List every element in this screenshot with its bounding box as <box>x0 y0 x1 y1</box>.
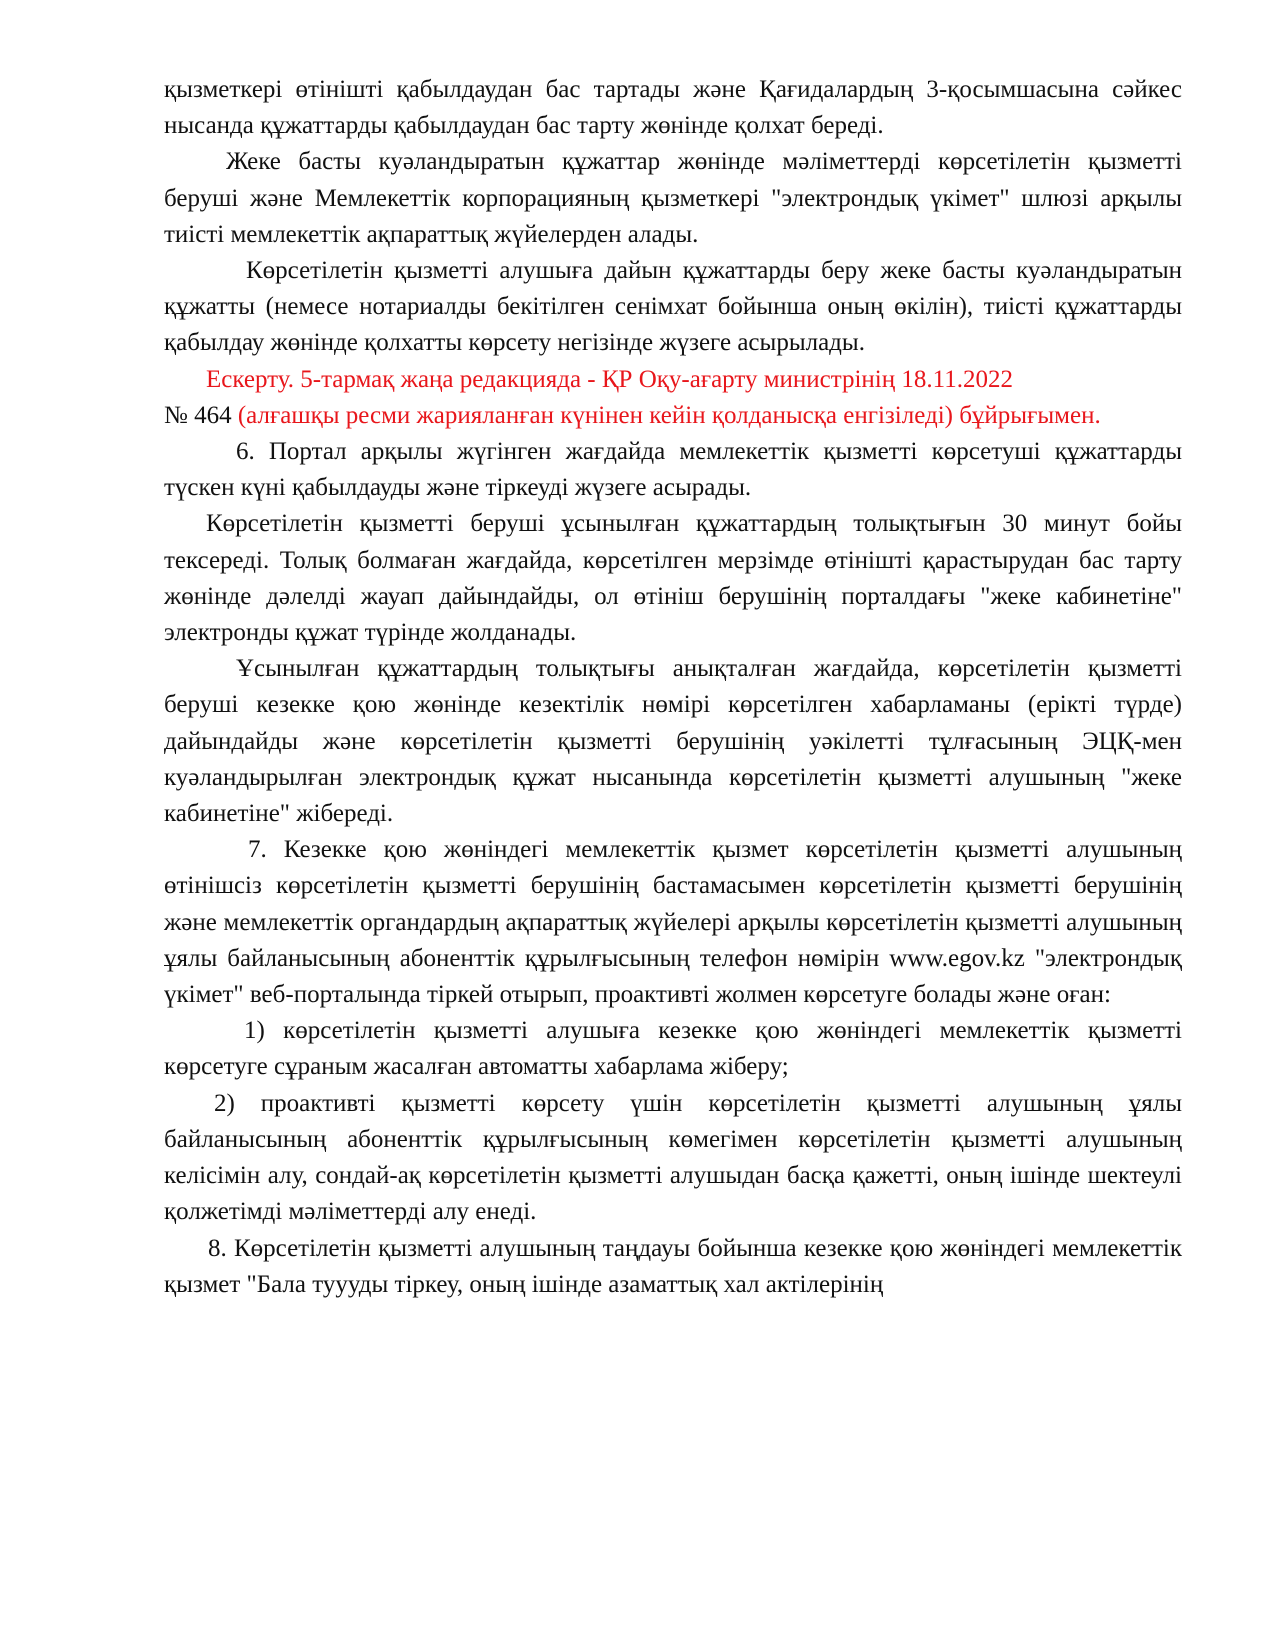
amendment-note <box>164 362 1182 434</box>
list-item-2: 2) проактивті қызметті көрсету үшін көрсетілетін қызметті алушының ұялы байланысының абоненттік құрылғысының көмегімен көрсетілетін қызметті алушының келісімін алу, сондай-ақ көрсетілетін қызметті алушыдан басқа қажетті, оның ішінде шектеулі қолжетімді мәліметтерді алу енеді. <box>164 1089 1182 1226</box>
paragraph-identity-documents: Жеке басты куәландыратын құжаттар жөнінде мәліметтерді көрсетілетін қызметті беруші және Мемлекеттік корпорацияның қызметкері "электрондық үкімет" шлюзі арқылы тиісті мемлекеттік ақпараттық жүйелерден алады. <box>164 148 1182 248</box>
paragraph-point-6: 6. Портал арқылы жүгінген жағдайда мемлекеттік қызметті көрсетуші құжаттарды түскен күні қабылдауды және тіркеуді жүзеге асырады. <box>164 438 1182 502</box>
amendment-note-effective: (алғашқы ресми жарияланған күнінен кейін қолданысқа енгізіледі) бұйрығымен. <box>237 401 1101 429</box>
amendment-note-text: Ескерту. 5-тармақ жаңа редакцияда - ҚР Оқу-ағарту министрінің 18.11.2022 <box>206 365 1013 393</box>
document-page <box>164 72 1182 1303</box>
order-number-link[interactable]: № 464 <box>164 401 232 429</box>
paragraph-refusal-receipt: қызметкері өтінішті қабылдаудан бас тартады және Қағидалардың 3-қосымшасына сәйкес нысанда құжаттарды қабылдаудан бас тарту жөнінде қолхат береді. <box>164 76 1182 140</box>
paragraph-completeness-check: Көрсетілетін қызметті беруші ұсынылған құжаттардың толықтығын 30 минут бойы тексереді. Толық болмаған жағдайда, көрсетілген мерзімде өтінішті қарастырудан бас тарту жөнінде дәлелді жауап дайындайды, ол өтініш берушінің порталдағы "жеке кабинетіне" электронды құжат түрінде жолданады. <box>164 510 1182 647</box>
paragraph-issue-documents: Көрсетілетін қызметті алушыға дайын құжаттарды беру жеке басты куәландыратын құжатты (немесе нотариалды бекітілген сенімхат бойынша оның өкілін), тиісті құжаттарды қабылдау жөнінде қолхатты көрсету негізінде жүзеге асырылады. <box>164 257 1182 357</box>
paragraph-queue-notification: Ұсынылған құжаттардың толықтығы анықталған жағдайда, көрсетілетін қызметті беруші кезекке қою жөнінде кезектілік нөмірі көрсетілген хабарламаны (ерікті түрде) дайындайды және көрсетілетін қызметті берушінің уәкілетті тұлғасының ЭЦҚ-мен куәландырылған электрондық құжат нысанында көрсетілетін қызметті алушының "жеке кабинетіне" жібереді. <box>164 655 1182 828</box>
paragraph-point-7: 7. Кезекке қою жөніндегі мемлекеттік қызмет көрсетілетін қызметті алушының өтінішсіз көрсетілетін қызметті берушінің бастамасымен көрсетілетін қызметті берушінің және мемлекеттік органдардың ақпараттық жүйелері арқылы көрсетілетін қызметті алушының ұялы байланысының абоненттік құрылғысының телефон нөмірін www.egov.kz "электрондық үкімет" веб-порталында тіркей отырып, проактивті жолмен көрсетуге болады және оған: <box>164 836 1182 1009</box>
list-item-1: 1) көрсетілетін қызметті алушыға кезекке қою жөніндегі мемлекеттік қызметті көрсетуге сұраным жасалған автоматты хабарлама жіберу; <box>164 1017 1182 1081</box>
paragraph-point-8: 8. Көрсетілетін қызметті алушының таңдауы бойынша кезекке қою жөніндегі мемлекеттік қызмет "Бала туууды тіркеу, оның ішінде азаматтық хал актілерінің <box>164 1234 1182 1298</box>
